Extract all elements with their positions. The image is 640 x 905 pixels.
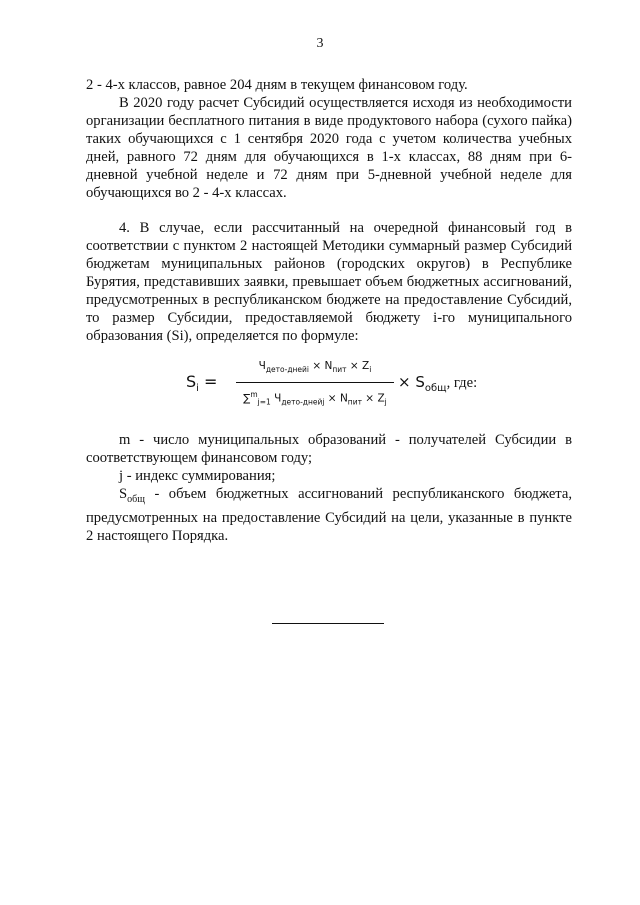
formula-fraction (236, 357, 394, 412)
footer-rule (272, 623, 384, 624)
paragraph-gap (86, 202, 572, 219)
formula-rhs: × $S_{общ}$, где: (398, 373, 478, 394)
document-body (86, 76, 572, 545)
page-number: 3 (316, 36, 324, 51)
definition-m: m - число муниципальных образований - получателей Субсидии в соответствующем финансовом году; (86, 432, 572, 466)
paragraph-continuation: 2 - 4-х классов, равное 204 дням в текущем финансовом году. (86, 77, 468, 93)
definition-s-total: $S_{общ}$ - объем бюджетных ассигнований республиканского бюджета, предусмотренных на предоставление Субсидий на цели, указанные в пункте 2 настоящего Порядка. (86, 486, 572, 544)
subsidy-formula (86, 357, 572, 417)
formula-lhs: $S_i$ = (186, 372, 218, 395)
formula-denominator: ∑$^m_{j=1}$ $Ч_{дето-днейj} \times N_{пит} \times Z_j$ (243, 390, 387, 407)
formula-numerator: $Ч_{дето-днейi} \times N_{пит} \times Z_i$ (236, 357, 394, 383)
paragraph-2020-calculation: В 2020 году расчет Субсидий осуществляется исходя из необходимости организации бесплатного питания в виде продуктового набора (сухого пайка) таких обучающихся с 1 сентября 2020 года с учетом количества учебных дней, равного 72 дням для обучающихся в 1-х классах, 88 дням при 6-дневной учебной неделе и 72 дням при 5-дневной учебной неделе для обучающихся во 2 - 4-х классах. (86, 95, 572, 201)
definition-j: j - индекс суммирования; (119, 468, 276, 484)
paragraph-item-4: 4. В случае, если рассчитанный на очередной финансовый год в соответствии с пунктом 2 настоящей Методики суммарный размер Субсидий бюджетам муниципальных районов (городских округов) в Республике Бурятия, представивших заявки, превышает объем бюджетных ассигнований, предусмотренных в республиканском бюджете на предоставление Субсидий, то размер Субсидии, предоставляемой бюджету i-го муниципального образования (Si), определяется по формуле: (86, 220, 572, 344)
